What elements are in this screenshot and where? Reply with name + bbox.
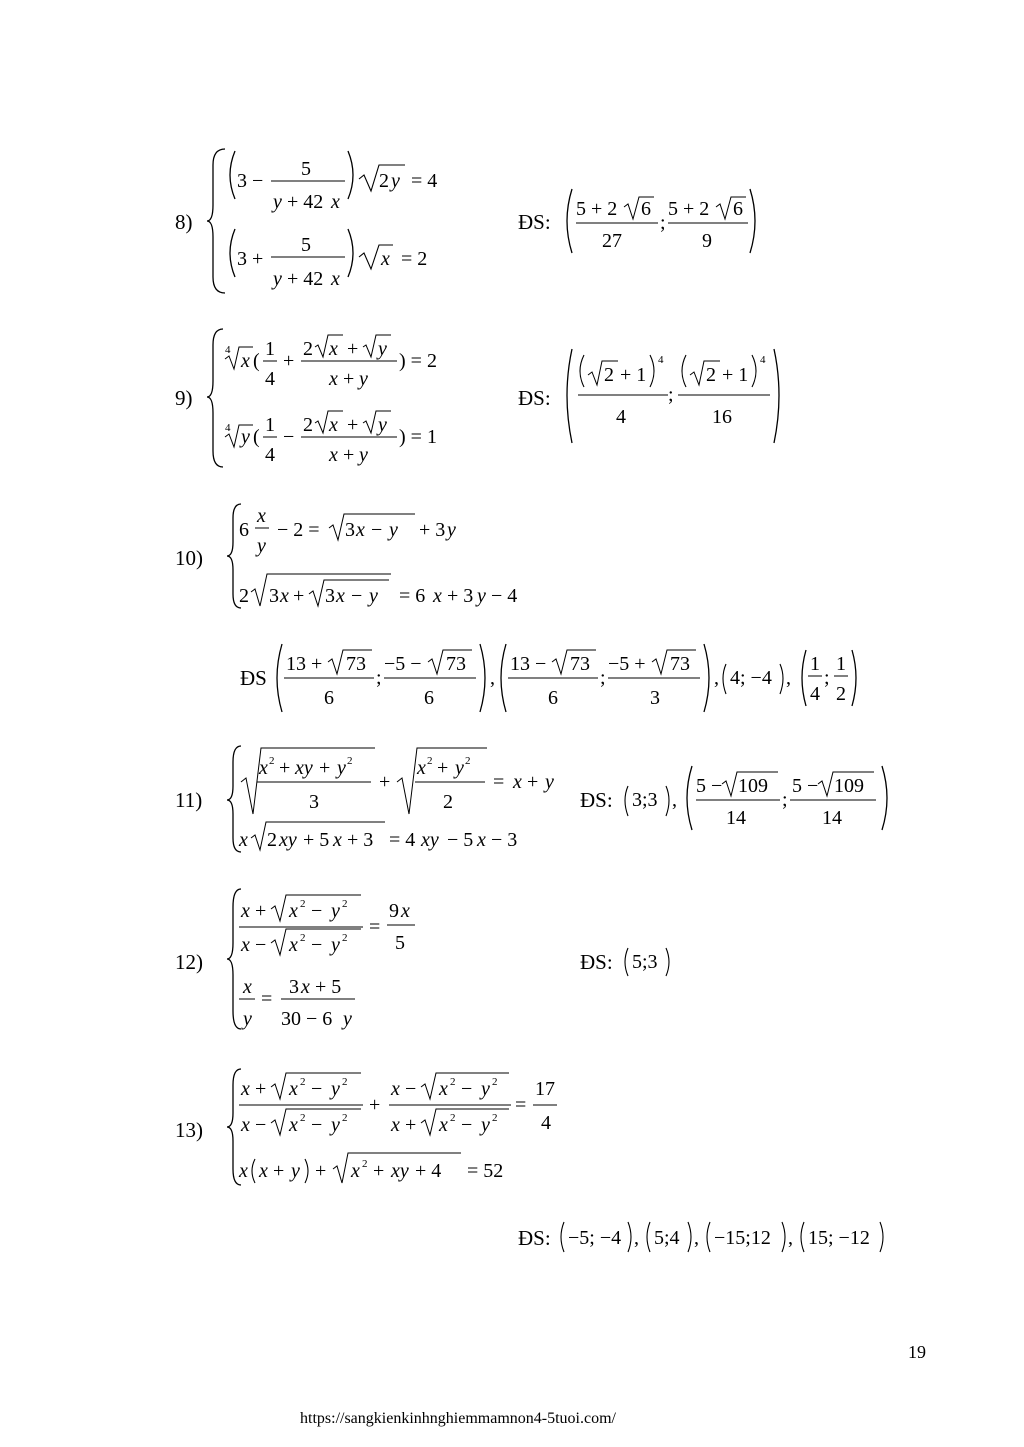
svg-text:16: 16 (712, 406, 732, 428)
svg-text:+: + (255, 1078, 267, 1100)
svg-text:+ 3: + 3 (347, 829, 374, 851)
problem-9-answer-label: ĐS: (518, 386, 551, 410)
svg-text:9: 9 (702, 230, 712, 252)
svg-text:2: 2 (362, 1158, 368, 1170)
svg-text:x: x (243, 976, 252, 998)
problem-11-label: 11) (175, 788, 203, 812)
svg-text:3: 3 (269, 585, 279, 607)
svg-text:x: x (280, 585, 289, 607)
svg-text:y: y (331, 934, 340, 956)
problem-12-label: 12) (175, 950, 203, 974)
svg-text:+: + (255, 900, 267, 922)
problem-10-label: 10) (175, 546, 203, 570)
svg-text:x: x (241, 934, 250, 956)
svg-text:1: 1 (836, 653, 846, 675)
svg-text:5 + 2: 5 + 2 (668, 198, 710, 220)
svg-text:2: 2 (427, 755, 433, 767)
svg-text:x: x (381, 248, 390, 270)
problem-11-answer (620, 762, 900, 837)
svg-text:,: , (634, 1227, 639, 1249)
svg-text:4: 4 (225, 344, 231, 356)
problem-9-system (205, 325, 465, 475)
svg-text:y: y (477, 585, 486, 607)
svg-text:y: y (378, 414, 387, 436)
svg-text:x: x (417, 757, 426, 779)
problem-13-label: 13) (175, 1118, 203, 1142)
svg-text:13 +: 13 + (286, 653, 323, 675)
svg-text:2: 2 (342, 932, 348, 944)
svg-text:−: − (255, 934, 267, 956)
svg-text:−5 −: −5 − (384, 653, 422, 675)
svg-text:y: y (369, 585, 378, 607)
svg-text:x: x (391, 1114, 400, 1136)
svg-text:6: 6 (548, 687, 558, 709)
svg-text:2: 2 (300, 898, 306, 910)
svg-text:= 4: = 4 (389, 829, 416, 851)
svg-text:+ 42: + 42 (287, 191, 324, 213)
svg-text:y: y (331, 1078, 340, 1100)
svg-text:2: 2 (604, 364, 614, 386)
svg-text:x: x (239, 829, 248, 851)
svg-text:+: + (279, 757, 291, 779)
svg-text:x: x (391, 1078, 400, 1100)
svg-text:6: 6 (239, 519, 249, 541)
problem-8-label: 8) (175, 210, 193, 234)
svg-text:y: y (455, 757, 464, 779)
svg-text:=: = (515, 1094, 527, 1116)
svg-text:−: − (351, 585, 363, 607)
svg-text:+: + (405, 1114, 417, 1136)
svg-text:2: 2 (706, 364, 716, 386)
svg-text:2: 2 (836, 683, 846, 705)
svg-text:y: y (359, 444, 368, 466)
svg-text:x: x (329, 368, 338, 390)
svg-text:−5 +: −5 + (608, 653, 646, 675)
svg-text:4: 4 (541, 1112, 551, 1134)
svg-text:2: 2 (269, 755, 275, 767)
svg-text:,: , (694, 1227, 699, 1249)
svg-text:x: x (331, 268, 340, 290)
svg-text:5;4: 5;4 (654, 1227, 680, 1249)
svg-text:y: y (273, 191, 282, 213)
svg-text:6: 6 (424, 687, 434, 709)
svg-text:x: x (477, 829, 486, 851)
svg-text:y: y (291, 1160, 300, 1182)
svg-text:;: ; (668, 384, 674, 406)
svg-text:9: 9 (389, 900, 399, 922)
svg-text:− 4: − 4 (491, 585, 518, 607)
problem-11-answer-label: ĐS: (580, 788, 613, 812)
problem-12-system (225, 885, 445, 1035)
svg-text:x: x (433, 585, 442, 607)
svg-text:y: y (389, 519, 398, 541)
svg-text:2: 2 (450, 1076, 456, 1088)
svg-text:;: ; (660, 212, 666, 234)
problem-12-answer (620, 944, 680, 980)
svg-text:2: 2 (450, 1112, 456, 1124)
svg-text:2: 2 (342, 1076, 348, 1088)
svg-text:5;3: 5;3 (632, 951, 658, 973)
svg-text:+: + (293, 585, 305, 607)
svg-text:−: − (311, 1114, 323, 1136)
svg-text:− 3: − 3 (491, 829, 518, 851)
svg-text:+ 5: + 5 (315, 976, 342, 998)
svg-text:xy: xy (421, 829, 439, 851)
svg-text:x: x (356, 519, 365, 541)
problem-8-answer-label: ĐS: (518, 210, 551, 234)
svg-text:73: 73 (346, 653, 366, 675)
svg-text:x: x (439, 1078, 448, 1100)
problem-13-system (225, 1065, 565, 1190)
svg-text:+ 42: + 42 (287, 268, 324, 290)
svg-text:,: , (788, 1227, 793, 1249)
footer-url[interactable]: https://sangkienkinhnghiemmamnon4-5tuoi.com/ (300, 1410, 616, 1427)
svg-text:14: 14 (822, 807, 842, 829)
svg-text:−: − (461, 1078, 473, 1100)
svg-text:3 +: 3 + (237, 248, 264, 270)
svg-text:x: x (241, 350, 250, 372)
svg-text:+: + (369, 1094, 381, 1116)
svg-text:− 5: − 5 (447, 829, 474, 851)
svg-text:2: 2 (300, 1076, 306, 1088)
svg-text:x: x (289, 900, 298, 922)
svg-text:y: y (337, 757, 346, 779)
svg-text:27: 27 (602, 230, 622, 252)
svg-text:2: 2 (267, 829, 277, 851)
svg-text:+: + (347, 338, 359, 360)
svg-text:x: x (329, 444, 338, 466)
svg-text:x: x (301, 976, 310, 998)
svg-text:2: 2 (239, 585, 249, 607)
svg-text:17: 17 (535, 1078, 555, 1100)
svg-text:x: x (329, 338, 338, 360)
svg-text:x: x (241, 900, 250, 922)
svg-text:=: = (369, 916, 381, 938)
svg-text:73: 73 (670, 653, 690, 675)
svg-text:y: y (257, 535, 266, 557)
svg-text:(: ( (253, 426, 260, 448)
svg-text:+ 3: + 3 (419, 519, 446, 541)
svg-text:+: + (373, 1160, 385, 1182)
svg-text:x: x (439, 1114, 448, 1136)
svg-text:;: ; (600, 667, 606, 689)
svg-text:4: 4 (265, 444, 275, 466)
svg-text:y: y (359, 368, 368, 390)
svg-text:= 52: = 52 (467, 1160, 504, 1182)
svg-text:+: + (437, 757, 449, 779)
svg-text:2: 2 (443, 791, 453, 813)
svg-text:− 2 =: − 2 = (277, 519, 320, 541)
svg-text:2: 2 (300, 932, 306, 944)
svg-text:+ 1: + 1 (722, 364, 749, 386)
svg-text:y: y (391, 170, 400, 192)
svg-text:(: ( (253, 350, 260, 372)
svg-text:+: + (343, 368, 355, 390)
svg-text:−: − (255, 1114, 267, 1136)
svg-text:,: , (786, 667, 791, 689)
svg-text:x: x (351, 1160, 360, 1182)
svg-text:2: 2 (492, 1076, 498, 1088)
svg-text:+: + (379, 771, 391, 793)
problem-9-label: 9) (175, 386, 193, 410)
svg-text:y: y (343, 1008, 352, 1030)
svg-text:−: − (311, 934, 323, 956)
svg-text:1: 1 (265, 338, 275, 360)
problem-9-answer (562, 345, 792, 450)
svg-text:y: y (545, 771, 554, 793)
problem-10-system (225, 500, 535, 612)
problem-10-answer-label: ĐS (240, 666, 267, 690)
svg-text:73: 73 (570, 653, 590, 675)
svg-text:−: − (283, 426, 295, 448)
svg-text:3: 3 (345, 519, 355, 541)
svg-text:4: 4 (760, 354, 766, 366)
svg-text:1: 1 (810, 653, 820, 675)
svg-text:=: = (261, 988, 273, 1010)
svg-text:=: = (493, 771, 505, 793)
svg-text:3: 3 (309, 791, 319, 813)
svg-text:x: x (259, 1160, 268, 1182)
svg-text:xy: xy (295, 757, 313, 779)
svg-text:−5; −4: −5; −4 (568, 1227, 622, 1249)
svg-text:−: − (461, 1114, 473, 1136)
svg-text:y: y (378, 338, 387, 360)
svg-text:30 − 6: 30 − 6 (281, 1008, 333, 1030)
svg-text:y: y (481, 1114, 490, 1136)
svg-text:x: x (259, 757, 268, 779)
svg-text:x: x (329, 414, 338, 436)
svg-text:y: y (331, 1114, 340, 1136)
problem-8-system (205, 145, 465, 300)
svg-text:+: + (283, 350, 295, 372)
svg-text:5: 5 (395, 932, 405, 954)
svg-text:2: 2 (342, 1112, 348, 1124)
svg-text:xy: xy (391, 1160, 409, 1182)
svg-text:2: 2 (342, 898, 348, 910)
problem-10-answer (272, 640, 872, 718)
problem-13-answer-label: ĐS: (518, 1226, 551, 1250)
svg-text:3 −: 3 − (237, 170, 264, 192)
svg-text:5 + 2: 5 + 2 (576, 198, 618, 220)
svg-text:2: 2 (492, 1112, 498, 1124)
svg-text:14: 14 (726, 807, 746, 829)
svg-text:= 4: = 4 (411, 170, 438, 192)
svg-text:+: + (343, 444, 355, 466)
svg-text:y: y (481, 1078, 490, 1100)
svg-text:−: − (371, 519, 383, 541)
svg-text:+: + (347, 414, 359, 436)
svg-text:x: x (331, 191, 340, 213)
svg-text:x: x (289, 1114, 298, 1136)
svg-text:y: y (241, 426, 250, 448)
svg-text:109: 109 (834, 775, 864, 797)
svg-text:6: 6 (733, 198, 743, 220)
svg-text:x: x (289, 1078, 298, 1100)
svg-text:x: x (241, 1114, 250, 1136)
svg-text:y: y (273, 268, 282, 290)
svg-text:+: + (319, 757, 331, 779)
svg-text:−15;12: −15;12 (714, 1227, 771, 1249)
svg-text:2: 2 (300, 1112, 306, 1124)
svg-text:4: 4 (616, 406, 626, 428)
svg-text:x: x (239, 1160, 248, 1182)
svg-text:73: 73 (446, 653, 466, 675)
svg-text:;: ; (824, 667, 830, 689)
svg-text:xy: xy (279, 829, 297, 851)
svg-text:x: x (241, 1078, 250, 1100)
svg-text:= 6: = 6 (399, 585, 426, 607)
problem-13-answer (556, 1218, 896, 1256)
svg-text:;: ; (376, 667, 382, 689)
svg-text:3: 3 (325, 585, 335, 607)
svg-text:y: y (331, 900, 340, 922)
svg-text:4; −4: 4; −4 (730, 667, 772, 689)
svg-text:6: 6 (324, 687, 334, 709)
page-number: 19 (908, 1342, 926, 1362)
svg-text:y: y (447, 519, 456, 541)
svg-text:,: , (672, 789, 677, 811)
problem-8-answer (562, 185, 762, 261)
svg-text:4: 4 (810, 683, 820, 705)
svg-text:+ 4: + 4 (415, 1160, 442, 1182)
svg-text:x: x (289, 934, 298, 956)
svg-text:1: 1 (265, 414, 275, 436)
svg-text:−: − (311, 900, 323, 922)
svg-text:x: x (257, 505, 266, 527)
svg-text:3: 3 (289, 976, 299, 998)
svg-text:y: y (243, 1008, 252, 1030)
svg-text:109: 109 (738, 775, 768, 797)
svg-text:−: − (311, 1078, 323, 1100)
svg-text:−: − (405, 1078, 417, 1100)
svg-text:2: 2 (347, 755, 353, 767)
svg-text:5 −: 5 − (696, 775, 723, 797)
svg-text:3: 3 (650, 687, 660, 709)
svg-text:4: 4 (225, 422, 231, 434)
svg-text:5: 5 (301, 234, 311, 256)
svg-text:6: 6 (641, 198, 651, 220)
svg-text:+ 1: + 1 (620, 364, 647, 386)
svg-text:2: 2 (379, 170, 389, 192)
svg-text:4: 4 (658, 354, 664, 366)
svg-text:4: 4 (265, 368, 275, 390)
svg-text:+: + (315, 1160, 327, 1182)
svg-text:+: + (273, 1160, 285, 1182)
svg-text:5: 5 (301, 158, 311, 180)
svg-text:x: x (513, 771, 522, 793)
problem-12-answer-label: ĐS: (580, 950, 613, 974)
svg-text:2: 2 (465, 755, 471, 767)
svg-text:= 2: = 2 (401, 248, 428, 270)
svg-text:3;3: 3;3 (632, 789, 658, 811)
svg-text:15; −12: 15; −12 (808, 1227, 870, 1249)
svg-text:+ 5: + 5 (303, 829, 330, 851)
svg-text:,: , (490, 667, 495, 689)
problem-11-system (225, 742, 565, 857)
svg-text:,: , (714, 667, 719, 689)
svg-text:) = 1: ) = 1 (399, 426, 437, 448)
svg-text:;: ; (782, 789, 788, 811)
svg-text:5 −: 5 − (792, 775, 819, 797)
svg-text:) = 2: ) = 2 (399, 350, 437, 372)
svg-text:+: + (527, 771, 539, 793)
svg-text:13 −: 13 − (510, 653, 547, 675)
svg-text:+ 3: + 3 (447, 585, 474, 607)
svg-text:x: x (401, 900, 410, 922)
svg-text:x: x (336, 585, 345, 607)
svg-text:x: x (333, 829, 342, 851)
svg-text:2: 2 (303, 414, 313, 436)
svg-text:2: 2 (303, 338, 313, 360)
